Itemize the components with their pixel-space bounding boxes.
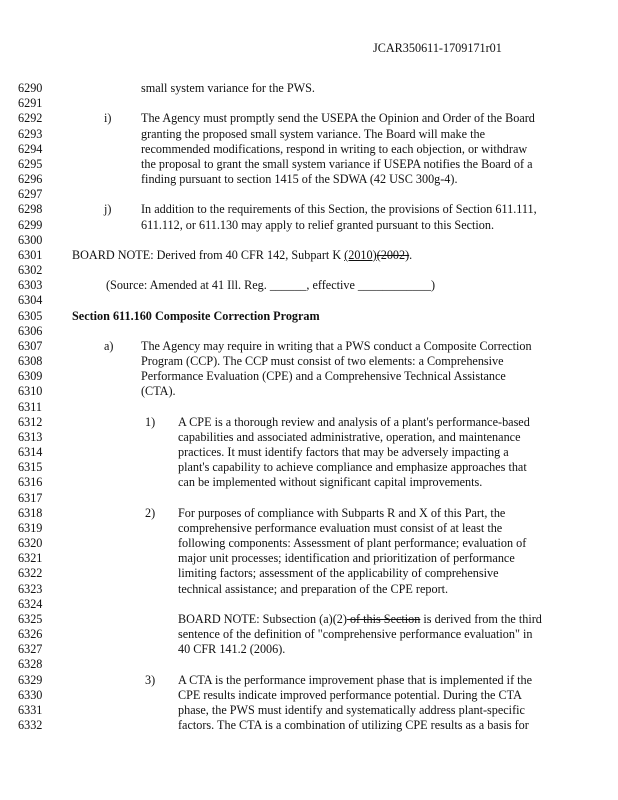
line-text (141, 218, 494, 233)
deleted-text: of this Section (346, 611, 421, 626)
line-text (72, 309, 320, 324)
text-run: The Agency must promptly send the USEPA the Opinion and Order of the Board (141, 111, 535, 126)
line-number: 6308 (18, 354, 43, 369)
text-run: (CTA). (141, 384, 176, 399)
section-heading: Section 611.160 Composite Correction Program (72, 308, 320, 323)
text-run: Program (CCP). The CCP must consist of two elements: a Comprehensive (141, 354, 504, 369)
line-text (178, 536, 526, 551)
text-run: phase, the PWS must identify and systematically address plant-specific (178, 702, 525, 717)
text-run: granting the proposed small system variance. The Board will make the (141, 126, 485, 141)
line-number: 6297 (18, 187, 43, 202)
line-text (141, 142, 527, 157)
text-run: In addition to the requirements of this Section, the provisions of Section 611.111, (141, 202, 537, 217)
text-run: is derived from the third (420, 611, 542, 626)
text-run: major unit processes; identification and prioritization of performance (178, 551, 515, 566)
line-number: 6324 (18, 596, 43, 611)
inserted-text: (2010) (344, 247, 377, 262)
line-number: 6325 (18, 611, 43, 626)
line-text (178, 506, 505, 521)
line-number: 6305 (18, 308, 43, 323)
text-run: can be implemented without significant capital improvements. (178, 475, 483, 490)
line-text (106, 278, 435, 293)
line-number: 6329 (18, 672, 43, 687)
line-number: 6291 (18, 96, 43, 111)
line-number: 6326 (18, 627, 43, 642)
line-number: 6306 (18, 323, 43, 338)
line-text (178, 445, 509, 460)
line-number: 6299 (18, 217, 43, 232)
subsection-label: 2) (145, 505, 156, 520)
line-text (178, 582, 448, 597)
text-run: finding pursuant to section 1415 of the SDWA (42 USC 300g-4). (141, 172, 458, 187)
text-run: . (409, 247, 413, 262)
line-text (178, 718, 529, 733)
line-text (178, 703, 525, 718)
text-run: capabilities and associated administrative, operation, and maintenance (178, 429, 521, 444)
line-number: 6327 (18, 642, 43, 657)
line-text (178, 475, 482, 490)
line-number: 6313 (18, 429, 43, 444)
line-number: 6293 (18, 126, 43, 141)
line-number: 6314 (18, 445, 43, 460)
text-run: practices. It must identify factors that may be adversely impacting a (178, 445, 509, 460)
text-run: factors. The CTA is a combination of utilizing CPE results as a basis for (178, 718, 529, 733)
text-run: limiting factors; assessment of the applicability of comprehensive (178, 566, 499, 581)
subsection-label: 3) (145, 672, 156, 687)
line-text (141, 111, 535, 126)
line-number: 6323 (18, 581, 43, 596)
line-number: 6309 (18, 369, 43, 384)
text-run: BOARD NOTE: Subsection (a)(2) (178, 611, 347, 626)
line-number: 6321 (18, 551, 43, 566)
line-text (141, 81, 315, 96)
text-run: CPE results indicate improved performance potential. During the CTA (178, 687, 522, 702)
line-text (178, 673, 532, 688)
line-number: 6320 (18, 536, 43, 551)
line-number: 6290 (18, 81, 43, 95)
line-number: 6322 (18, 566, 43, 581)
text-run: following components: Assessment of plant performance; evaluation of (178, 536, 527, 551)
line-number: 6295 (18, 156, 43, 171)
line-text (141, 354, 504, 369)
text-run: A CPE is a thorough review and analysis of a plant's performance-based (178, 414, 530, 429)
line-number: 6307 (18, 338, 43, 353)
text-run: For purposes of compliance with Subparts R and X of this Part, the (178, 505, 506, 520)
line-text (178, 460, 527, 475)
text-run: The Agency may require in writing that a PWS conduct a Composite Correction (141, 338, 532, 353)
text-run: small system variance for the PWS. (141, 81, 315, 95)
line-text (178, 566, 499, 581)
line-text (178, 627, 532, 642)
line-number: 6318 (18, 505, 43, 520)
line-text (141, 202, 537, 217)
document-id-header: JCAR350611-1709171r01 (373, 41, 502, 55)
line-text (141, 172, 458, 187)
line-text (141, 339, 532, 354)
subsection-label: i) (104, 111, 112, 126)
line-text (178, 688, 522, 703)
line-number: 6304 (18, 293, 43, 308)
line-number: 6332 (18, 718, 43, 733)
text-run: sentence of the definition of "comprehensive performance evaluation" in (178, 627, 533, 642)
line-number: 6301 (18, 247, 43, 262)
line-text (178, 430, 520, 445)
subsection-label: a) (104, 338, 114, 353)
line-number: 6319 (18, 520, 43, 535)
line-text (178, 642, 285, 657)
line-number: 6296 (18, 172, 43, 187)
line-text (178, 551, 515, 566)
deleted-text: (2002) (376, 247, 410, 262)
line-number: 6300 (18, 232, 43, 247)
line-number: 6331 (18, 702, 43, 717)
text-run: (Source: Amended at 41 Ill. Reg. ______, effective ____________) (106, 278, 436, 293)
text-run: the proposal to grant the small system variance if USEPA notifies the Board of a (141, 156, 533, 171)
line-text (141, 127, 485, 142)
subsection-label: j) (104, 202, 112, 217)
line-text (141, 369, 506, 384)
line-number: 6294 (18, 141, 43, 156)
text-run: Performance Evaluation (CPE) and a Comprehensive Technical Assistance (141, 369, 506, 384)
subsection-label: 1) (145, 414, 156, 429)
line-text (141, 157, 533, 172)
line-number: 6316 (18, 475, 43, 490)
text-run: technical assistance; and preparation of the CPE report. (178, 581, 449, 596)
text-run: plant's capability to achieve compliance and emphasize approaches that (178, 460, 527, 475)
line-text (178, 415, 530, 430)
line-number: 6310 (18, 384, 43, 399)
text-run: 40 CFR 141.2 (2006). (178, 642, 286, 657)
text-run: BOARD NOTE: Derived from 40 CFR 142, Subpart K (72, 247, 345, 262)
line-number: 6328 (18, 657, 43, 672)
line-number: 6298 (18, 202, 43, 217)
line-number: 6302 (18, 263, 43, 278)
line-number: 6315 (18, 460, 43, 475)
line-number: 6330 (18, 687, 43, 702)
text-run: 611.112, or 611.130 may apply to relief granted pursuant to this Section. (141, 217, 495, 232)
line-text (178, 521, 502, 536)
line-text (141, 384, 176, 399)
line-number: 6312 (18, 414, 43, 429)
text-run: recommended modifications, respond in writing to each objection, or withdraw (141, 141, 528, 156)
text-run: A CTA is the performance improvement phase that is implemented if the (178, 672, 533, 687)
line-number: 6317 (18, 490, 43, 505)
line-number: 6311 (18, 399, 42, 414)
line-number: 6292 (18, 111, 43, 126)
line-text (72, 248, 412, 263)
line-text (178, 612, 542, 627)
text-run: comprehensive performance evaluation must consist of at least the (178, 520, 503, 535)
line-number: 6303 (18, 278, 43, 293)
